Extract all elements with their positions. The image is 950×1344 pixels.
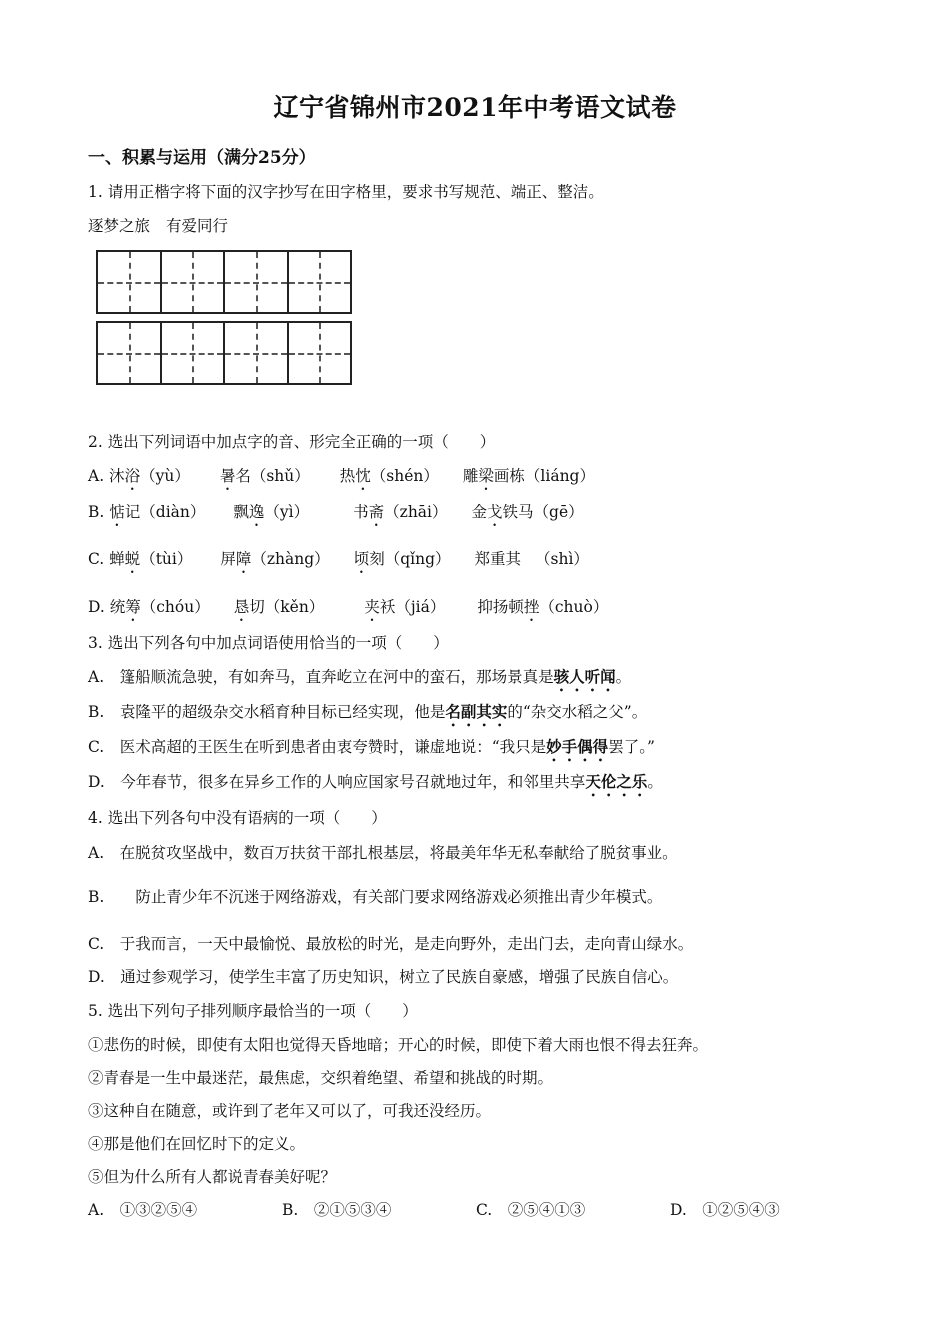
page-title: 辽宁省锦州市2021年中考语文试卷 [273, 93, 677, 122]
question-5-option-b: B. ②①⑤③④ [282, 1201, 392, 1219]
section-heading: 一、积累与运用（满分25分） [88, 148, 316, 168]
question-2-option-b: B. 惦记（diàn） 飘逸（yì） 书斋（zhāi） 金戈铁马（gē） [88, 503, 584, 521]
question-4-option-a: A. 在脱贫攻坚战中，数百万扶贫干部扎根基层，将最美年华无私奉献给了脱贫事业。 [88, 844, 678, 862]
question-4-option-b: B. 防止青少年不沉迷于网络游戏，有关部门要求网络游戏必须推出青少年模式。 [88, 888, 663, 906]
question-5-stem: 5. 选出下列句子排列顺序最恰当的一项（ ） [88, 1002, 418, 1020]
writing-grid-row-2[interactable] [96, 321, 352, 385]
question-1-stem: 1. 请用正楷字将下面的汉字抄写在田字格里，要求书写规范、端正、整洁。 [88, 183, 604, 201]
question-5-sentence-4: ④那是他们在回忆时下的定义。 [88, 1135, 306, 1153]
writing-grid-row-1[interactable] [96, 250, 352, 314]
question-5-sentence-3: ③这种自在随意，或许到了老年又可以了，可我还没经历。 [88, 1102, 492, 1120]
phrase-1: 逐梦之旅 [88, 217, 151, 235]
question-2-stem: 2. 选出下列词语中加点字的音、形完全正确的一项（ ） [88, 433, 496, 451]
question-3-option-a: A. 篷船顺流急驶，有如奔马，直奔屹立在河中的蛮石，那场景真是骇人听闻。 [88, 668, 632, 686]
question-3-option-d: D. 今年春节，很多在异乡工作的人响应国家号召就地过年，和邻里共享天伦之乐。 [88, 773, 663, 791]
question-3-option-b: B. 袁隆平的超级杂交水稻育种目标已经实现，他是名副其实的“杂交水稻之父”。 [88, 703, 648, 721]
question-3-stem: 3. 选出下列各句中加点词语使用恰当的一项（ ） [88, 634, 449, 652]
question-5-option-d: D. ①②⑤④③ [670, 1201, 780, 1219]
question-2-option-d: D. 统筹（chóu） 恳切（kěn） 夹袄（jiá） 抑扬顿挫（chuò） [88, 598, 609, 616]
question-5-option-a: A. ①③②⑤④ [88, 1201, 198, 1219]
question-4-stem: 4. 选出下列各句中没有语病的一项（ ） [88, 809, 387, 827]
question-2-option-c: C. 蝉蜕（tùi） 屏障（zhàng） 顷刻（qǐng） 郑重其 （shì） [88, 550, 589, 568]
question-5-sentence-1: ①悲伤的时候，即使有太阳也觉得天昏地暗；开心的时候，即使下着大雨也恨不得去狂奔。 [88, 1036, 709, 1054]
question-4-option-c: C. 于我而言，一天中最愉悦、最放松的时光，是走向野外，走出门去，走向青山绿水。 [88, 935, 694, 953]
question-4-option-d: D. 通过参观学习，使学生丰富了历史知识，树立了民族自豪感，增强了民族自信心。 [88, 968, 679, 986]
question-5-sentence-5: ⑤但为什么所有人都说青春美好呢？ [88, 1168, 337, 1186]
phrase-2: 有爱同行 [166, 217, 229, 235]
question-5-option-c: C. ②⑤④①③ [476, 1201, 586, 1219]
question-5-sentence-2: ②青春是一生中最迷茫，最焦虑，交织着绝望、希望和挑战的时期。 [88, 1069, 554, 1087]
question-1-phrase [88, 214, 228, 236]
question-2-option-a: A. 沐浴（yù） 暑名（shǔ） 热忱（shén） 雕梁画栋（liáng） [88, 467, 595, 485]
question-3-option-c: C. 医术高超的王医生在听到患者由衷夸赞时，谦虚地说：“我只是妙手偶得罢了。” [88, 738, 655, 756]
